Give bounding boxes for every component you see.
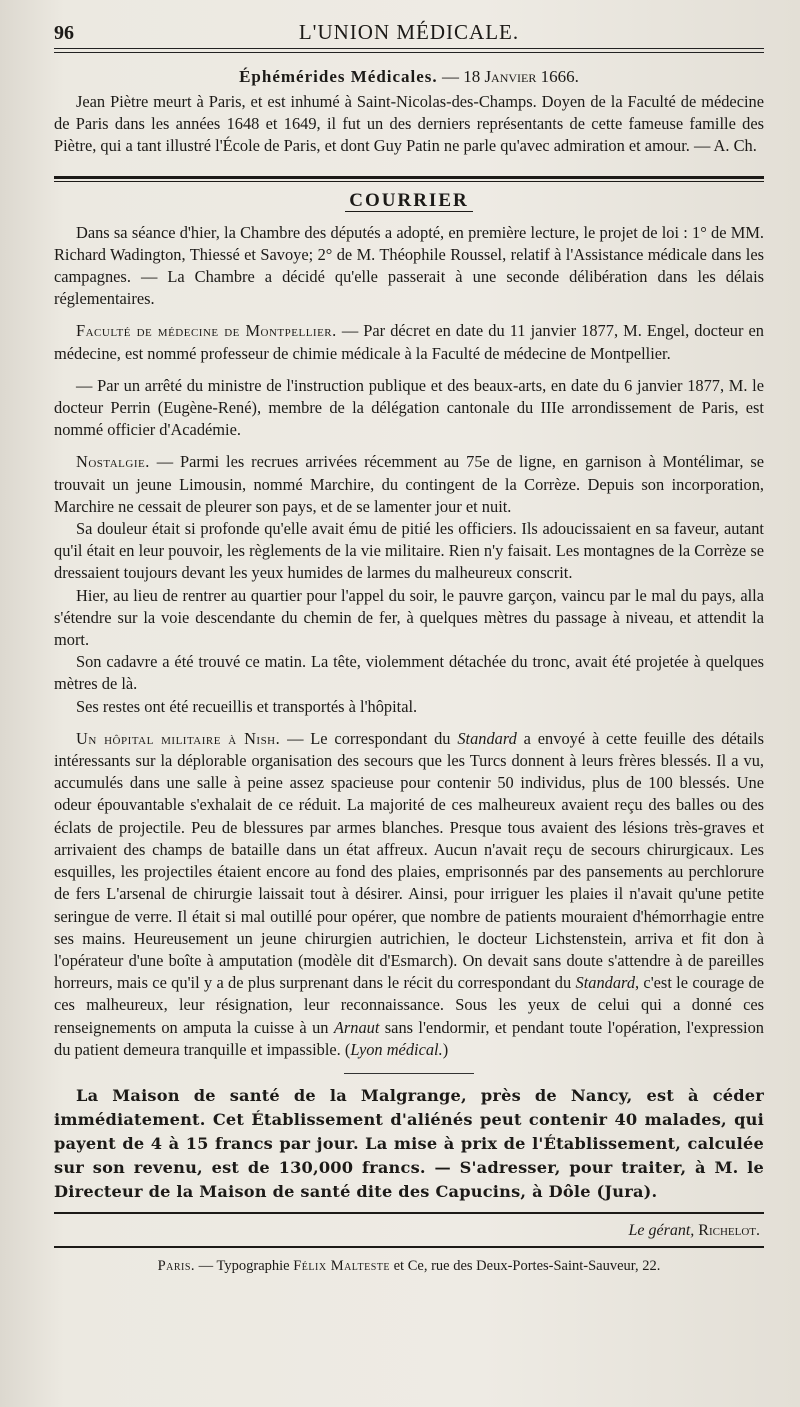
signature-role: Le gérant, xyxy=(628,1221,695,1239)
running-head xyxy=(54,14,764,49)
hopital-text-5: ) xyxy=(442,1039,449,1059)
faculte-text: — Par décret en date du 11 janvier 1877, M. Engel, docteur en médecine, est nommé professeur de chimie médicale à la Faculté de médecine de Montpellier. xyxy=(54,321,764,363)
hopital-standard: Standard xyxy=(457,728,517,748)
signature-name: Richelot. xyxy=(698,1221,760,1239)
hopital-text-4: sans l'endormir, et pendant toute l'opération, l'expression du patient demeura tranquille et impassible. ( xyxy=(54,1017,764,1059)
imprint-city: Paris. xyxy=(157,1257,196,1274)
imprint-address: et Ce, rue des Deux-Portes-Saint-Sauveur, 22. xyxy=(390,1257,661,1274)
hopital-text-1: — Le correspondant du xyxy=(280,728,458,748)
hopital-arnaut: Arnaut xyxy=(333,1017,380,1037)
notice-text: La Maison de santé de la Malgrange, près de Nancy, est à céder immédiatement. Cet Établissement d'aliénés peut contenir 40 malades, qui payent de 4 à 15 francs par jour. La mise à prix de l'Établissement, calculée sur son revenu, est de 130,000 francs. — S'adresser, pour traiter, à M. le Directeur de la Maison de santé dite des Capucins, à Dôle (Jura). xyxy=(54,1085,764,1201)
notice-rule xyxy=(54,1212,764,1214)
nostalgie-paragraph-4: Son cadavre a été trouvé ce matin. La tête, violemment détachée du tronc, avait été projetée à quelques mètres de là. xyxy=(54,652,764,694)
imprint-dash: — Typographie xyxy=(195,1257,294,1274)
courrier-title: COURRIER xyxy=(345,190,472,212)
imprint-printer: Félix Malteste xyxy=(293,1257,390,1274)
faculte-paragraph xyxy=(54,320,764,364)
nostalgie-paragraph-3: Hier, au lieu de rentrer au quartier pour l'appel du soir, le pauvre garçon, vaincu par le mal du pays, alla s'étendre sur la voie descendante du chemin de fer, à quelques mètres du passage à niveau, et attendit la mort. xyxy=(54,585,764,650)
faculte-label: Faculté de médecine de Montpellier. xyxy=(76,321,337,341)
ephemeris-title xyxy=(54,67,764,87)
nostalgie-label: Nostalgie. xyxy=(76,452,150,472)
hopital-source: Lyon médical. xyxy=(350,1039,443,1059)
courrier-section xyxy=(54,222,764,1061)
nostalgie-paragraph-5: Ses restes ont été recueillis et transportés à l'hôpital. xyxy=(76,696,418,716)
section-divider xyxy=(54,176,764,182)
hopital-label: Un hôpital militaire à Nish. xyxy=(76,728,281,748)
journal-title: L'UNION MÉDICALE. xyxy=(298,20,520,44)
signature xyxy=(54,1222,760,1240)
hopital-paragraph xyxy=(54,728,764,1061)
ephemeris-date: — 18 Janvier 1666. xyxy=(441,67,579,86)
hopital-standard-2: Standard xyxy=(575,973,636,993)
notice-separator xyxy=(344,1073,474,1074)
imprint-rule xyxy=(54,1246,764,1248)
arrete-paragraph: — Par un arrêté du ministre de l'instruction publique et des beaux-arts, en date du 6 janvier 1877, M. le docteur Perrin (Eugène-René), membre de la délégation cantonale du IIIe arrondissement de Paris, est nommé officier d'Académie. xyxy=(54,375,764,440)
imprint xyxy=(54,1258,764,1275)
chamber-paragraph: Dans sa séance d'hier, la Chambre des députés a adopté, en première lecture, le projet de loi : 1° de MM. Richard Wadington, Thiessé et Savoye; 2° de M. Théophile Roussel, relatif à l'Assistance médicale dans les campagnes. — La Chambre a décidé qu'elle passerait à une seconde délibération dans les délais réglementaires. xyxy=(54,222,764,309)
ephemeris-heading: Éphémérides Médicales. xyxy=(239,67,438,86)
nostalgie-paragraph-2: Sa douleur était si profonde qu'elle avait ému de pitié les officiers. Ils adoucissaient en sa faveur, autant qu'il était en leur pouvoir, les règlements de la vie militaire. Rien n'y faisait. Les montagnes de la Corrèze se dressaient toujours devant les yeux humides de larmes du malheureux conscrit. xyxy=(54,519,764,583)
advertisement-notice xyxy=(54,1084,764,1204)
header-rule xyxy=(54,52,764,53)
hopital-text-3: , c'est le courage de ces malheureux, leur résignation, leur reconnaissance. Sous les yeux de celui qui a donné ces renseignements on amputa la cuisse à un xyxy=(54,973,764,1037)
page-number: 96 xyxy=(54,22,74,44)
nostalgie-paragraph xyxy=(54,451,764,518)
courrier-heading xyxy=(54,190,764,212)
nostalgie-text: — Parmi les recrues arrivées récemment au 75e de ligne, en garnison à Montélimar, se trouvait un jeune Limousin, nommé Marchire, du contingent de la Corrèze. Depuis son incorporation, Marchire ne cessait de pleurer son pays, et de se lamenter jour et nuit. xyxy=(54,452,764,516)
hopital-text-2: a envoyé à cette feuille des détails intéressants sur la déplorable organisation des secours que les Turcs donnent à leurs frères blessés. Il a vu, accumulés dans une salle à peine assez spacieuse pour contenir 50 individus, plus de 100 blessés. Une odeur épouvantable s'exhalait de ce réduit. La majorité de ces malheureux avaient reçu des balles ou des éclats de projectile. Peu de blessures par armes blanches. Presque tous avaient des lésions très-graves et arrivaient des champs de bataille dans un état affreux. Aucun n'avait reçu de secours chirurgicaux. Les esquilles, les projectiles étaient encore au fond des plaies, emprisonnés par des pansements au perchlorure de fers L'arsenal de chirurgie laissait tout à désirer. Ainsi, pour irriguer les plaies il n'avait qu'une petite seringue de verre. Il était si mal outillé pour opérer, que nombre de patients mouraient d'hémorrhagie entre ses mains. Heureusement un jeune chirurgien autrichien, le docteur Lichstenstein, arriva et fit don à l'opérateur d'une boîte à amputation (modèle dit d'Esmarch). On devait sans doute s'attendre à de pareilles horreurs, mais ce qu'il y a de plus surprenant dans le récit du correspondant du xyxy=(54,728,764,993)
ephemeris-section xyxy=(54,67,764,158)
ephemeris-text: Jean Piètre meurt à Paris, et est inhumé à Saint-Nicolas-des-Champs. Doyen de la Faculté de médecine de Paris dans les années 1648 et 1649, il fut un des derniers représentants de cette fameuse famille des Piètre, qui a tant illustré l'École de Paris, et dont Guy Patin ne parle qu'avec admiration et amour. — A. Ch. xyxy=(54,92,764,156)
